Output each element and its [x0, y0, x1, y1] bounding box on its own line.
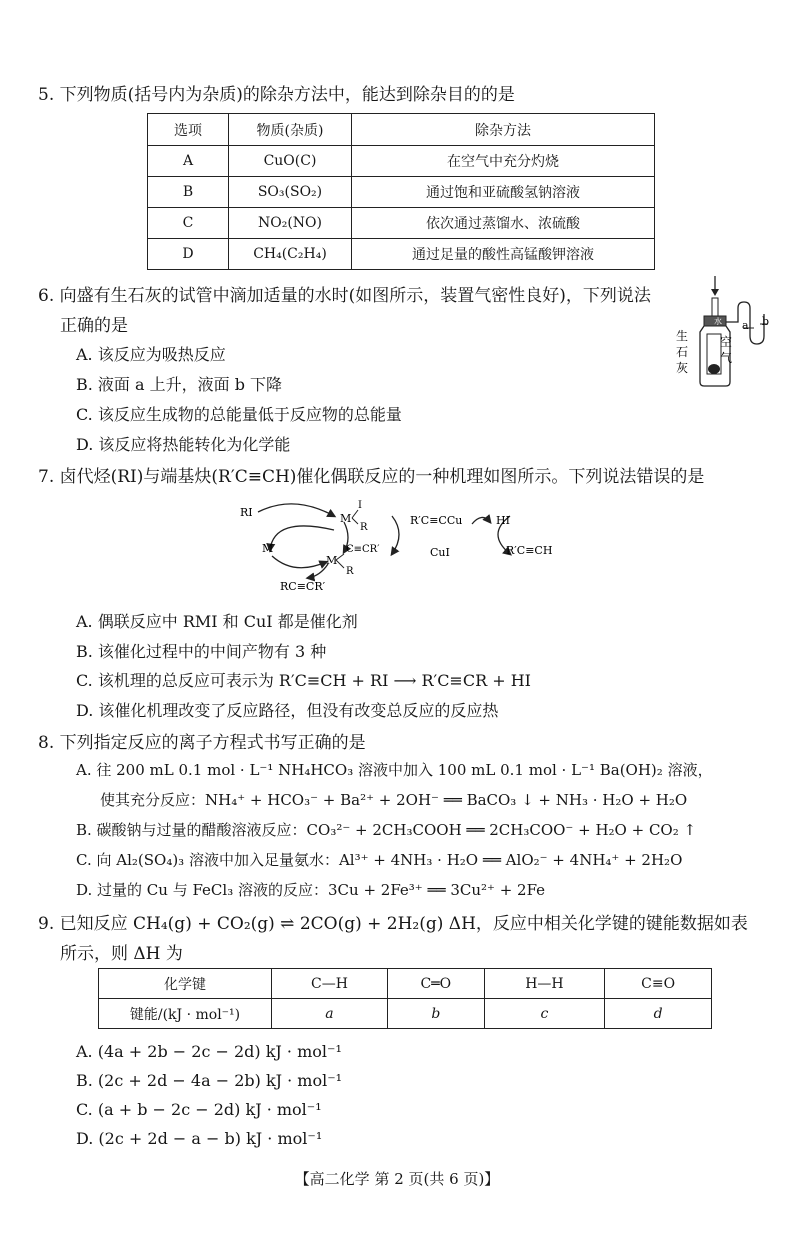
- q6-stem-cont: 正确的是: [60, 316, 128, 336]
- label-a: a: [742, 319, 749, 332]
- label-hi: HI: [496, 514, 510, 527]
- q6-option-c: C. 该反应生成物的总能量低于反应物的总能量: [76, 405, 402, 424]
- product-arrow: [308, 564, 328, 578]
- label-m1: M: [340, 512, 352, 525]
- q5-cell-method: 通过足量的酸性高锰酸钾溶液: [352, 239, 655, 270]
- q9-table: [98, 968, 712, 1029]
- label-b: b: [762, 315, 770, 328]
- table-row: [148, 239, 655, 270]
- q5-cell-method: 依次通过蒸馏水、浓硫酸: [352, 208, 655, 239]
- q5-cell-method: 通过饱和亚硫酸氢钠溶液: [352, 177, 655, 208]
- q9-stem: 9. 已知反应 CH₄(g) + CO₂(g) ⇌ 2CO(g) + 2H₂(g) ΔH，反应中相关化学键的键能数据如表: [38, 914, 748, 934]
- hi-arrow: [472, 517, 490, 524]
- quicklime: [708, 364, 720, 374]
- q9-header-bond: 化学键: [99, 969, 272, 999]
- q9-option-a: A. (4a + 2b − 2c − 2d) kJ · mol⁻¹: [76, 1042, 342, 1061]
- label-cui: CuI: [430, 546, 450, 559]
- label-r2: R: [346, 566, 354, 577]
- label-lime-3: 灰: [676, 361, 689, 375]
- q5-cell-substance: CH₄(C₂H₄): [229, 239, 352, 270]
- label-rccu: R′C≡CCu: [410, 514, 463, 527]
- label-product: RC≡CR′: [280, 580, 326, 593]
- q9-header-co-triple: C≡O: [605, 969, 712, 999]
- table-row: [99, 969, 712, 999]
- table-row: [148, 208, 655, 239]
- q5-header-method: 除杂方法: [352, 114, 655, 146]
- label-r1: R: [360, 522, 368, 533]
- q5-cell-substance: CuO(C): [229, 146, 352, 177]
- q8-option-a-line2: 使其充分反应：NH₄⁺ + HCO₃⁻ + Ba²⁺ + 2OH⁻ ══ BaCO₃ ↓ + NH₃ · H₂O + H₂O: [100, 791, 688, 809]
- q7-option-c: C. 该机理的总反应可表示为 R′C≡CH + RI ⟶ R′C≡CR + HI: [76, 671, 531, 690]
- q5-cell-option: B: [148, 177, 229, 208]
- exchange-arrow-1: [392, 516, 399, 554]
- q7-option-b: B. 该催化过程中的中间产物有 3 种: [76, 642, 327, 661]
- q9-value-a: a: [272, 999, 388, 1029]
- label-water: 水: [714, 317, 722, 326]
- q8-stem: 8. 下列指定反应的离子方程式书写正确的是: [38, 733, 366, 753]
- label-rch: R′C≡CH: [506, 544, 553, 557]
- apparatus-figure: [674, 274, 774, 394]
- q9-option-d: D. (2c + 2d − a − b) kJ · mol⁻¹: [76, 1129, 323, 1148]
- label-m2: M: [326, 554, 338, 567]
- q6-option-b: B. 液面 a 上升，液面 b 下降: [76, 375, 283, 394]
- table-row: [99, 999, 712, 1029]
- q5-cell-option: D: [148, 239, 229, 270]
- q9-value-d: d: [605, 999, 712, 1029]
- label-air-2: 气: [720, 351, 733, 365]
- label-ri: RI: [240, 506, 253, 519]
- q9-header-co-double: C═O: [387, 969, 484, 999]
- q5-cell-method: 在空气中充分灼烧: [352, 146, 655, 177]
- page-footer: 【高二化学 第 2 页(共 6 页)】: [294, 1170, 500, 1188]
- mechanism-figure: [234, 494, 574, 604]
- q9-header-ch: C—H: [272, 969, 388, 999]
- label-air-1: 空: [720, 335, 733, 349]
- q6-option-d: D. 该反应将热能转化为化学能: [76, 435, 291, 454]
- q9-header-hh: H—H: [484, 969, 605, 999]
- label-i: I: [358, 500, 362, 511]
- q5-header-substance: 物质(杂质): [229, 114, 352, 146]
- q5-header-option: 选项: [148, 114, 229, 146]
- q5-cell-option: C: [148, 208, 229, 239]
- cycle-arc-bottom: [272, 556, 326, 568]
- q5-cell-option: A: [148, 146, 229, 177]
- cycle-arc-top: [258, 504, 334, 516]
- q5-table: [147, 113, 655, 270]
- q9-option-c: C. (a + b − 2c − 2d) kJ · mol⁻¹: [76, 1100, 322, 1119]
- label-lime-1: 生: [676, 329, 689, 343]
- table-row: [148, 177, 655, 208]
- q9-row-label: 键能/(kJ · mol⁻¹): [99, 999, 272, 1029]
- label-lime-2: 石: [676, 345, 689, 359]
- q9-stem-cont: 所示，则 ΔH 为: [60, 944, 183, 964]
- q8-option-c: C. 向 Al₂(SO₄)₃ 溶液中加入足量氨水：Al³⁺ + 4NH₃ · H₂O ══ AlO₂⁻ + 4NH₄⁺ + 2H₂O: [76, 851, 683, 869]
- q5-cell-substance: SO₃(SO₂): [229, 177, 352, 208]
- q7-option-a: A. 偶联反应中 RMI 和 CuI 都是催化剂: [76, 612, 358, 631]
- q9-value-b: b: [387, 999, 484, 1029]
- q7-option-d: D. 该催化机理改变了反应路径，但没有改变总反应的反应热: [76, 701, 499, 720]
- q8-option-d: D. 过量的 Cu 与 FeCl₃ 溶液的反应：3Cu + 2Fe³⁺ ══ 3Cu²⁺ + 2Fe: [76, 881, 546, 899]
- q8-option-a-line1: A. 往 200 mL 0.1 mol · L⁻¹ NH₄HCO₃ 溶液中加入 100 mL 0.1 mol · L⁻¹ Ba(OH)₂ 溶液，: [76, 761, 713, 779]
- q6-stem: 6. 向盛有生石灰的试管中滴加适量的水时(如图所示，装置气密性良好)，下列说法: [38, 286, 651, 306]
- q5-cell-substance: NO₂(NO): [229, 208, 352, 239]
- cycle-arc-left: [270, 526, 334, 550]
- q9-option-b: B. (2c + 2d − 4a − 2b) kJ · mol⁻¹: [76, 1071, 343, 1090]
- q5-stem: 5. 下列物质(括号内为杂质)的除杂方法中，能达到除杂目的的是: [38, 85, 515, 105]
- table-row: [148, 146, 655, 177]
- q8-option-b: B. 碳酸钠与过量的醋酸溶液反应：CO₃²⁻ + 2CH₃COOH ══ 2CH₃COO⁻ + H₂O + CO₂ ↑: [76, 821, 697, 839]
- label-m: M: [262, 542, 274, 555]
- q6-option-a: A. 该反应为吸热反应: [76, 345, 226, 364]
- q9-value-c: c: [484, 999, 605, 1029]
- q7-stem: 7. 卤代烃(RI)与端基炔(R′C≡CH)催化偶联反应的一种机理如图所示。下列说法错误的是: [38, 467, 705, 487]
- label-ccr: C≡CR′: [346, 544, 380, 555]
